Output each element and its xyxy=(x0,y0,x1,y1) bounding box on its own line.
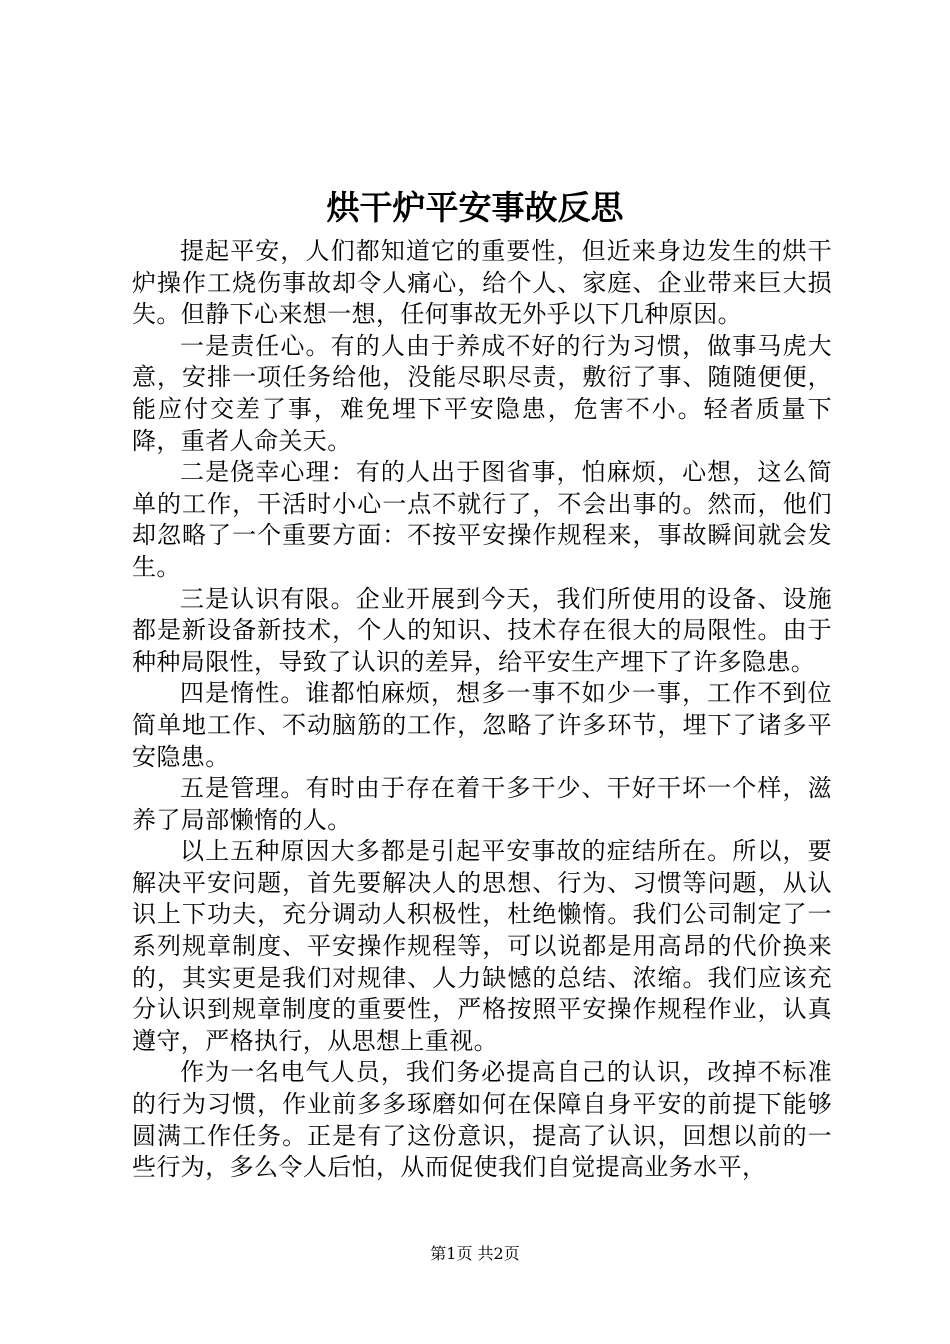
paragraph-laziness: 四是惰性。谁都怕麻烦，想多一事不如少一事，工作不到位简单地工作、不动脑筋的工作，忽略了许多环节，埋下了诸多平安隐患。 xyxy=(132,679,832,771)
paragraph-luck-mentality: 二是侥幸心理：有的人出于图省事，怕麻烦，心想，这么简单的工作，干活时小心一点不就行了，不会出事的。然而，他们却忽略了一个重要方面：不按平安操作规程来，事故瞬间就会发生。 xyxy=(132,458,832,581)
paragraph-intro: 提起平安，人们都知道它的重要性，但近来身边发生的烘干炉操作工烧伤事故却令人痛心，给个人、家庭、企业带来巨大损失。但静下心来想一想，任何事故无外乎以下几种原因。 xyxy=(132,237,832,329)
document-body xyxy=(132,236,832,1184)
document-title: 烘干炉平安事故反思 xyxy=(326,188,624,227)
paragraph-limited-knowledge: 三是认识有限。企业开展到今天，我们所使用的设备、设施都是新设备新技术，个人的知识、技术存在很大的局限性。由于种种局限性，导致了认识的差异，给平安生产埋下了许多隐患。 xyxy=(132,584,832,676)
paragraph-responsibility: 一是责任心。有的人由于养成不好的行为习惯，做事马虎大意，安排一项任务给他，没能尽职尽责，敷衍了事、随随便便，能应付交差了事，难免埋下平安隐患，危害不小。轻者质量下降，重者人命关天。 xyxy=(132,331,832,455)
paragraph-management: 五是管理。有时由于存在着干多干少、干好干坏一个样，滋养了局部懒惰的人。 xyxy=(132,774,832,834)
paragraph-electrician: 作为一名电气人员，我们务必提高自己的认识，改掉不标准的行为习惯，作业前多多琢磨如何在保障自身平安的前提下能够圆满工作任务。正是有了这份意识，提高了认识，回想以前的一些行为，多么令人后怕，从而促使我们自觉提高业务水平， xyxy=(132,1058,832,1182)
paragraph-summary: 以上五种原因大多都是引起平安事故的症结所在。所以，要解决平安问题，首先要解决人的思想、行为、习惯等问题，从认识上下功夫，充分调动人积极性，杜绝懒惰。我们公司制定了一系列规章制度、平安操作规程等，可以说都是用高昂的代价换来的，其实更是我们对规律、人力缺憾的总结、浓缩。我们应该充分认识到规章制度的重要性，严格按照平安操作规程作业，认真遵守，严格执行，从思想上重视。 xyxy=(132,837,832,1055)
page-footer: 第1页 共2页 xyxy=(430,1244,520,1263)
